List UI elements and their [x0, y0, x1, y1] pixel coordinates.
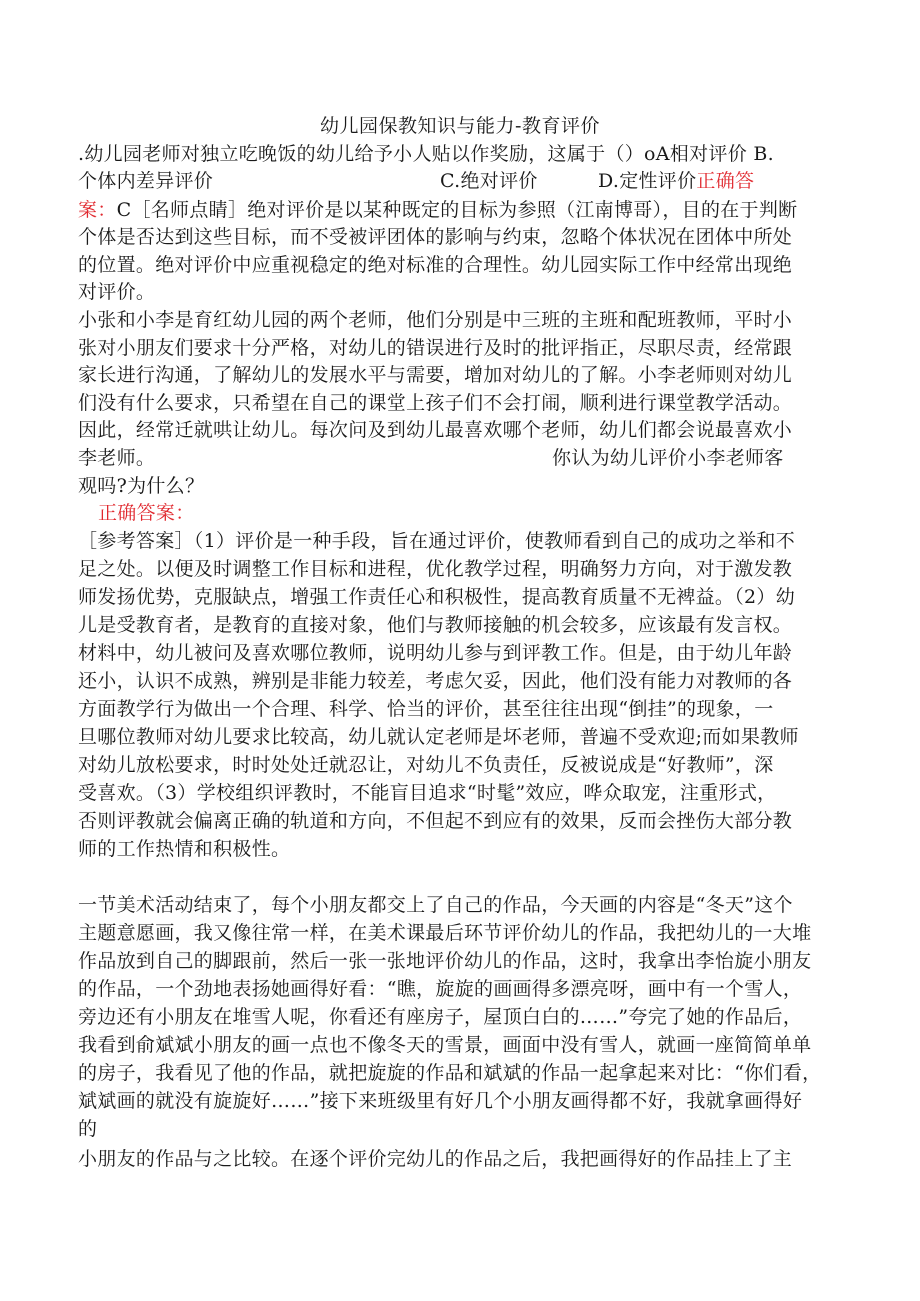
q1-answer-label-part1: 正确答 — [696, 170, 755, 192]
q2-line-6b: 你认为幼儿评价小李老师客 — [552, 447, 784, 469]
q1-line-3 — [78, 197, 797, 223]
q2-line-5: 因此，经常迁就哄让幼儿。每次问及到幼儿最喜欢哪个老师，幼儿们都会说最喜欢小 — [78, 419, 793, 441]
q2-answer-line-6: 还小，认识不成熟，辨别是非能力较差，考虑欠妥，因此，他们没有能力对教师的各 — [78, 670, 793, 692]
q2-line-1: 小张和小李是育红幼儿园的两个老师，他们分别是中三班的主班和配班教师，平时小 — [78, 309, 793, 331]
q1-option-d-line — [598, 168, 754, 194]
q1-answer-label-part2: 案： — [78, 199, 117, 221]
q2-answer-line-2: 足之处。以便及时调整工作目标和进程，优化教学过程，明确努力方向，对于激发教 — [78, 558, 793, 580]
q2-line-7: 观吗?为什么？ — [78, 475, 205, 497]
page-title: 幼儿园保教知识与能力-教育评价 — [320, 115, 600, 137]
q3-line-3: 作品放到自己的脚跟前，然后一张一张地评价幼儿的作品，这时，我拿出李怡旋小朋友 — [78, 950, 812, 972]
q2-line-3: 家长进行沟通，了解幼儿的发展水平与需要，增加对幼儿的了解。小李老师则对幼儿 — [78, 364, 793, 386]
q2-answer-line-11: 否则评教就会偏离正确的轨道和方向，不但起不到应有的效果，反而会挫伤大部分教 — [78, 810, 793, 832]
q2-answer-line-1: ［参考答案］（1）评价是一种手段，旨在通过评价，使教师看到自己的成功之举和不 — [78, 530, 795, 552]
q3-line-8: 斌斌画的就没有旋旋好……”接下来班级里有好几个小朋友画得都不好，我就拿画得好 — [78, 1090, 803, 1112]
q1-option-d: D.定性评价 — [598, 170, 697, 192]
q2-answer-line-7: 方面教学行为做出一个合理、科学、恰当的评价，甚至往往出现“倒挂”的现象，一 — [78, 698, 774, 720]
q3-line-5: 旁边还有小朋友在堆雪人呢，你看还有座房子，屋顶白白的……”夸完了她的作品后， — [78, 1006, 803, 1028]
q2-answer-line-10: 受喜欢。（3）学校组织评教时，不能盲目追求“时髦”效应，哗众取宠，注重形式， — [78, 782, 777, 804]
q1-line-6: 对评价。 — [78, 281, 156, 303]
q3-line-1: 一节美术活动结束了，每个小朋友都交上了自己的作品，今天画的内容是“冬天”这个 — [78, 894, 793, 916]
q2-answer-line-4: 儿是受教育者，是教育的直接对象，他们与教师接触的机会较多，应该最有发言权。 — [78, 614, 793, 636]
q2-line-4: 们没有什么要求，只希望在自己的课堂上孩子们不会打闹，顺利进行课堂教学活动。 — [78, 392, 793, 414]
q2-answer-line-9: 对幼儿放松要求，时时处处迁就忍让，对幼儿不负责任，反被说成是“好教师”，深 — [78, 754, 774, 776]
q2-line-2: 张对小朋友们要求十分严格，对幼儿的错误进行及时的批评指正，尽职尽责，经常跟 — [78, 337, 793, 359]
q1-line-4: 个体是否达到这些目标，而不受被评团体的影响与约束，忽略个体状况在团体中所处 — [78, 226, 793, 248]
q3-line-6: 我看到俞斌斌小朋友的画一点也不像冬天的雪景，画面中没有雪人，就画一座简简单单 — [78, 1034, 812, 1056]
q1-line-5: 的位置。绝对评价中应重视稳定的绝对标准的合理性。幼儿园实际工作中经常出现绝 — [78, 254, 793, 276]
q1-line-2 — [78, 168, 213, 194]
q2-answer-label: 正确答案： — [98, 502, 195, 524]
q1-option-c: C.绝对评价 — [440, 170, 538, 192]
q2-answer-line-12: 师的工作热情和积极性。 — [78, 838, 291, 860]
q3-line-2: 主题意愿画，我又像往常一样，在美术课最后环节评价幼儿的作品，我把幼儿的一大堆 — [78, 922, 812, 944]
q2-answer-line-5: 材料中，幼儿被问及喜欢哪位教师，说明幼儿参与到评教工作。但是，由于幼儿年龄 — [78, 642, 793, 664]
q2-answer-line-3: 师发扬优势，克服缺点，增强工作责任心和积极性，提高教育质量不无裨益。（2）幼 — [78, 586, 795, 608]
q3-line-10: 小朋友的作品与之比较。在逐个评价完幼儿的作品之后，我把画得好的作品挂上了主 — [78, 1148, 793, 1170]
q3-line-7: 的房子，我看见了他的作品，就把旋旋的作品和斌斌的作品一起拿起来对比：“你们看， — [78, 1062, 822, 1084]
q3-line-9: 的 — [78, 1118, 98, 1140]
q1-option-b-text: 个体内差异评价 — [78, 170, 214, 192]
q3-line-4: 的作品，一个劲地表扬她画得好看：“瞧，旋旋的画画得多漂亮呀，画中有一个雪人， — [78, 978, 803, 1000]
q1-line-1: .幼儿园老师对独立吃晚饭的幼儿给予小人贴以作奖励，这属于（）oA相对评价 B. — [78, 143, 774, 165]
q2-line-6a: 李老师。 — [78, 447, 156, 469]
q2-answer-line-8: 旦哪位教师对幼儿要求比较高，幼儿就认定老师是坏老师，普遍不受欢迎;而如果教师 — [78, 726, 799, 748]
q1-explanation-1: C［名师点睛］绝对评价是以某种既定的目标为参照（江南博哥），目的在于判断 — [116, 199, 798, 221]
